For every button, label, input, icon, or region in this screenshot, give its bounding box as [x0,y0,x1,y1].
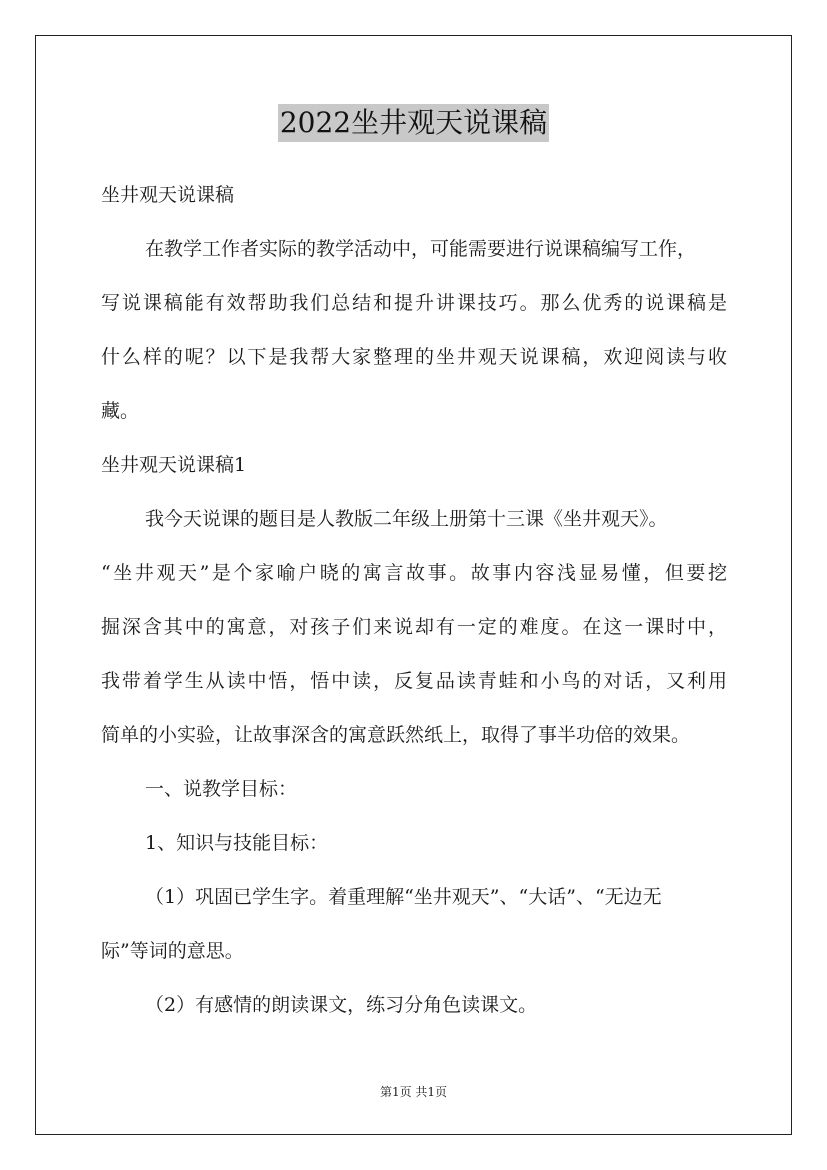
title-container [0,104,827,142]
paragraph-line: 什么样的呢？以下是我帮大家整理的坐井观天说课稿，欢迎阅读与收 [101,346,727,368]
page-footer: 第1页 共1页 [379,1085,448,1099]
subtitle: 坐井观天说课稿 [101,184,235,206]
list-item-line: （1）巩固已学生字。着重理解“坐井观天”、“大话”、“无边无 [145,886,662,908]
paragraph-line: 掘深含其中的寓意，对孩子们来说却有一定的难度。在这一课时中， [101,616,727,638]
paragraph-line: “坐井观天”是个家喻户晓的寓言故事。故事内容浅显易懂，但要挖 [101,562,727,584]
document-title: 2022坐井观天说课稿 [278,104,549,142]
paragraph-line: 我今天说课的题目是人教版二年级上册第十三课《坐井观天》。 [145,508,668,530]
section-heading: 一、说教学目标： [145,778,298,800]
paragraph-line: 在教学工作者实际的教学活动中，可能需要进行说课稿编写工作， [145,238,697,260]
paragraph-line: 我带着学生从读中悟，悟中读，反复品读青蛙和小鸟的对话，又利用 [101,670,727,692]
paragraph-line: 藏。 [101,400,140,422]
paragraph-line: 简单的小实验，让故事深含的寓意跃然纸上，取得了事半功倍的效果。 [101,724,691,746]
section-heading: 坐井观天说课稿1 [101,454,247,476]
paragraph-line: 写说课稿能有效帮助我们总结和提升讲课技巧。那么优秀的说课稿是 [101,292,727,314]
subsection-heading: 1、知识与技能目标： [145,832,329,854]
list-item-line: 际”等词的意思。 [101,940,244,962]
list-item-line: （2）有感情的朗读课文，练习分角色读课文。 [145,994,538,1016]
